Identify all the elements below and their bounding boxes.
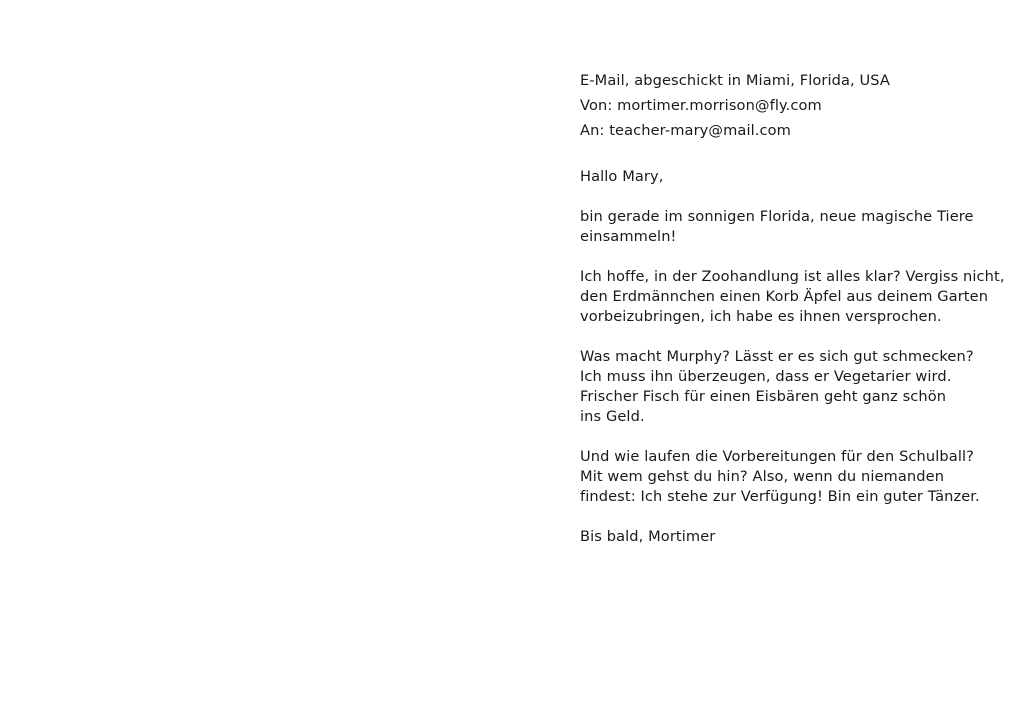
email-from: Von: mortimer.morrison@fly.com [580,97,822,114]
paragraph-line: einsammeln! [580,228,677,245]
email-paragraph [580,207,974,247]
paragraph-line: Und wie laufen die Vorbereitungen für den Schulball? [580,448,974,465]
paragraph-line: vorbeizubringen, ich habe es ihnen versprochen. [580,308,942,325]
email-sent-location: E-Mail, abgeschickt in Miami, Florida, USA [580,72,891,89]
paragraph-line: Frischer Fisch für einen Eisbären geht ganz schön [580,388,947,405]
paragraph-line: findest: Ich stehe zur Verfügung! Bin ein guter Tänzer. [580,488,980,505]
paragraph-line: bin gerade im sonnigen Florida, neue magische Tiere [580,208,974,225]
email-to: An: teacher-mary@mail.com [580,122,791,139]
email-greeting: Hallo Mary, [580,168,664,185]
paragraph-line: Was macht Murphy? Lässt er es sich gut schmecken? [580,348,974,365]
paragraph-line: Mit wem gehst du hin? Also, wenn du niemanden [580,468,945,485]
email-letter [580,71,1005,547]
paragraph-line: Ich muss ihn überzeugen, dass er Vegetarier wird. [580,368,952,385]
paragraph-line: ins Geld. [580,408,645,425]
email-paragraph [580,447,980,507]
paragraph-line: Ich hoffe, in der Zoohandlung ist alles klar? Vergiss nicht, [580,268,1005,285]
email-paragraph [580,347,974,427]
email-paragraph [580,267,1005,327]
email-signoff: Bis bald, Mortimer [580,528,716,545]
paragraph-line: den Erdmännchen einen Korb Äpfel aus deinem Garten [580,288,989,305]
